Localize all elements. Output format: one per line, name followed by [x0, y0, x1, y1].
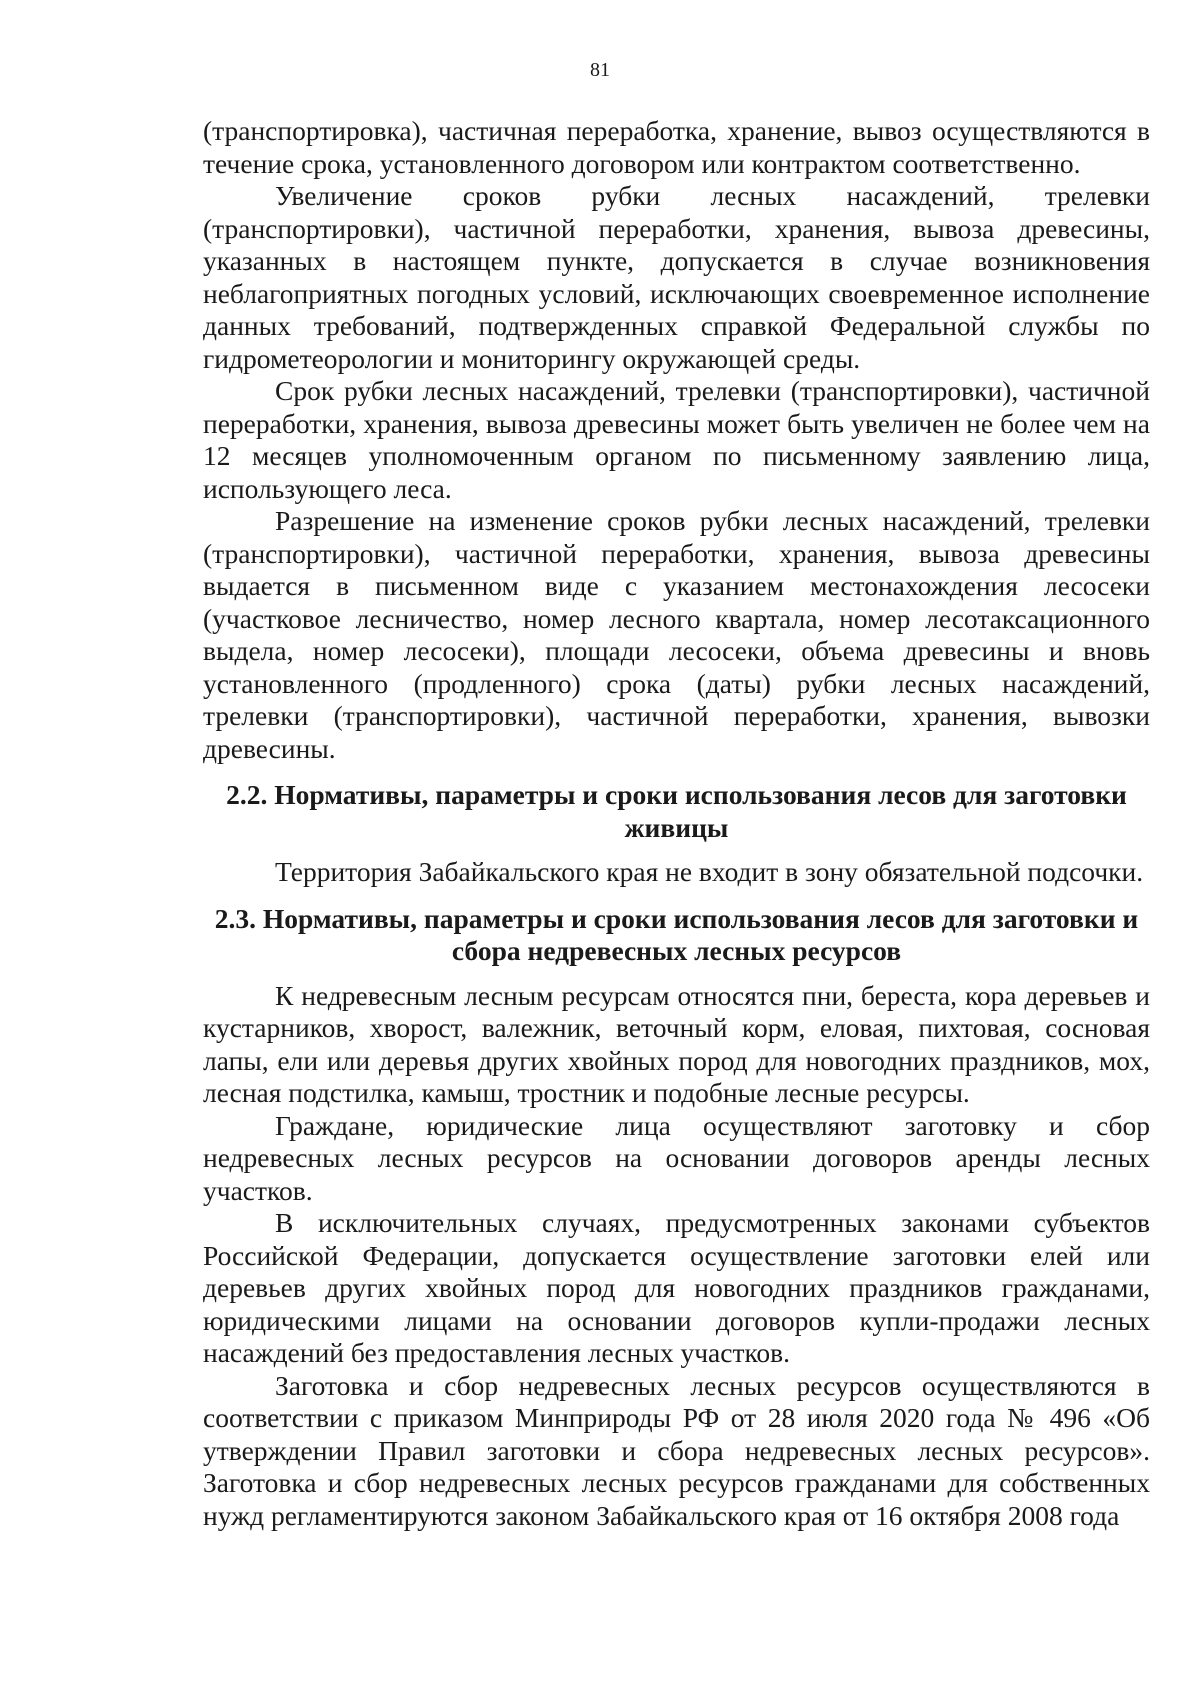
paragraph-permission-details: Разрешение на изменение сроков рубки лесных насаждений, трелевки (транспортировки), частичной переработки, хранения, вывоза древесины выдается в письменном виде с указанием местонахождения лесосеки (участковое лесничество, номер лесного квартала, номер лесотаксационного выдела, номер лесосеки), площади лесосеки, объема древесины и вновь установленного (продленного) срока (даты) рубки лесных насаждений, трелевки (транспортировки), частичной переработки, хранения, вывозки древесины. — [203, 505, 1150, 764]
page-number: 81 — [590, 59, 610, 81]
paragraph-term-extension-weather: Увеличение сроков рубки лесных насаждений, трелевки (транспортировки), частичной переработки, хранения, вывоза древесины, указанных в настоящем пункте, допускается в случае возникновения неблагоприятных погодных условий, исключающих своевременное исполнение данных требований, подтвержденных справкой Федеральной службы по гидрометеорологии и мониторингу окружающей среды. — [203, 180, 1150, 374]
paragraph-resin-tapping: Территория Забайкальского края не входит в зону обязательной подсочки. — [275, 856, 1144, 887]
document-body — [203, 115, 1150, 1532]
paragraph-regulations: Заготовка и сбор недревесных лесных ресурсов осуществляются в соответствии с приказом Минприроды РФ от 28 июля 2020 года № 496 «Об утверждении Правил заготовки и сбора недревесных лесных ресурсов». Заготовка и сбор недревесных лесных ресурсов гражданами для собственных нужд регламентируются законом Забайкальского края от 16 октября 2008 года — [203, 1369, 1150, 1531]
section-heading-2-3: 2.3. Нормативы, параметры и сроки использования лесов для заготовки и сбора недревесных лесных ресурсов — [214, 902, 1139, 966]
paragraph-citizens-legal-entities: Граждане, юридические лица осуществляют заготовку и сбор недревесных лесных ресурсов на основании договоров аренды лесных участков. — [203, 1109, 1150, 1206]
paragraph-exceptional-cases: В исключительных случаях, предусмотренных законами субъектов Российской Федерации, допускается осуществление заготовки елей или деревьев других хвойных пород для новогодних праздников гражданами, юридическими лицами на основании договоров купли-продажи лесных насаждений без предоставления лесных участков. — [203, 1207, 1150, 1368]
paragraph-transport-terms: (транспортировка), частичная переработка, хранение, вывоз осуществляются в течение срока, установленного договором или контрактом соответственно. — [203, 115, 1150, 179]
paragraph-term-extension-12-months: Срок рубки лесных насаждений, трелевки (транспортировки), частичной переработки, хранения, вывоза древесины может быть увеличен не более чем на 12 месяцев уполномоченным органом по письменному заявлению лица, использующего леса. — [203, 375, 1150, 504]
section-heading-2-2: 2.2. Нормативы, параметры и сроки использования лесов для заготовки живицы — [226, 779, 1127, 843]
paragraph-non-timber-resources: К недревесным лесным ресурсам относятся пни, береста, кора деревьев и кустарников, хворост, валежник, веточный корм, еловая, пихтовая, сосновая лапы, ели или деревья других хвойных пород для новогодних праздников, мох, лесная подстилка, камыш, тростник и подобные лесные ресурсы. — [203, 979, 1150, 1108]
